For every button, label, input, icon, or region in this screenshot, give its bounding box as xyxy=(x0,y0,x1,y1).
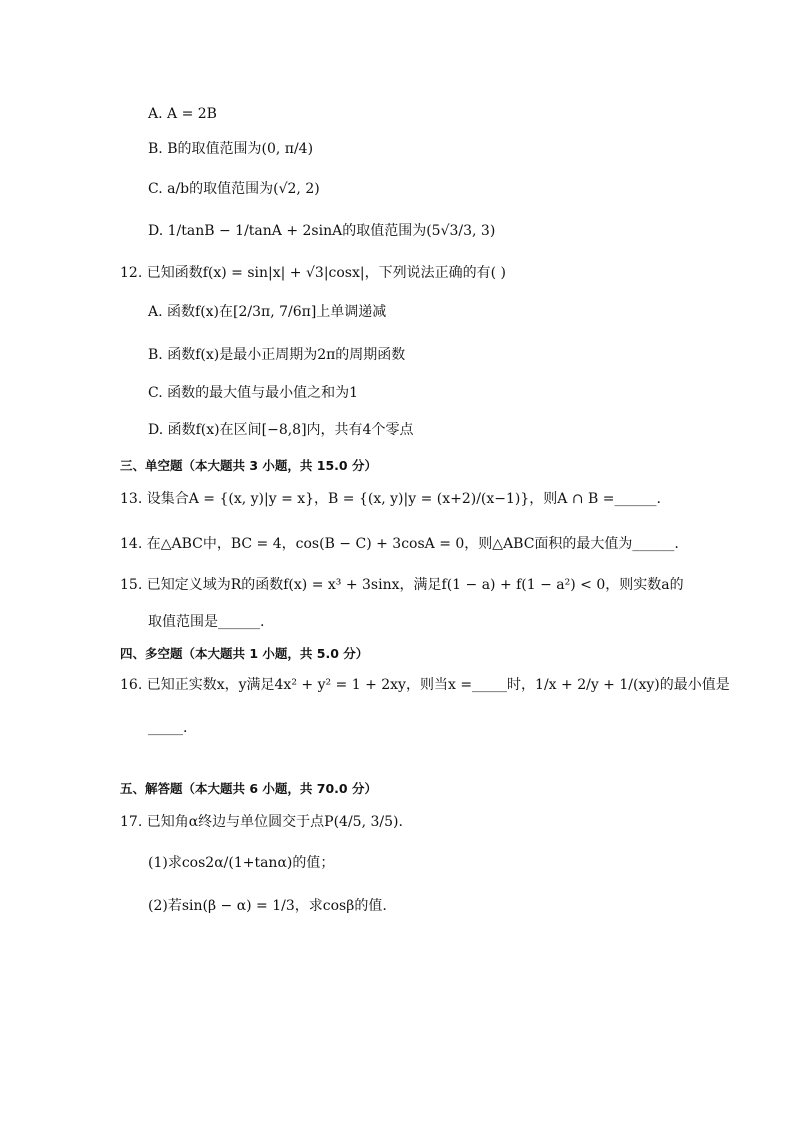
q12-option-b: B. 函数f(x)是最小正周期为2π的周期函数 xyxy=(148,347,406,363)
q11-option-a: A. A = 2B xyxy=(148,106,217,122)
question-17-part-1: (1)求cos2α/(1+tanα)的值； xyxy=(148,855,335,871)
question-13: 13. 设集合A = {(x, y)|y = x}，B = {(x, y)|y = (x+2)/(x−1)}，则A ∩ B =______. xyxy=(120,491,661,507)
question-17-part-2: (2)若sin(β − α) = 1/3，求cosβ的值. xyxy=(148,898,387,914)
question-14: 14. 在△ABC中，BC = 4，cos(B − C) + 3cosA = 0，则△ABC面积的最大值为______. xyxy=(120,536,679,552)
section-4-heading: 四、多空题（本大题共 1 小题，共 5.0 分） xyxy=(120,646,369,661)
question-15: 15. 已知定义域为R的函数f(x) = x³ + 3sinx，满足f(1 − a) + f(1 − a²) < 0，则实数a的 xyxy=(120,577,684,593)
question-17: 17. 已知角α终边与单位圆交于点P(4/5, 3/5). xyxy=(120,814,403,830)
section-5-heading: 五、解答题（本大题共 6 小题，共 70.0 分） xyxy=(120,781,377,796)
q11-option-c: C. a/b的取值范围为(√2, 2) xyxy=(148,181,320,197)
question-16-continued: _____. xyxy=(148,720,188,736)
section-3-heading: 三、单空题（本大题共 3 小题，共 15.0 分） xyxy=(120,458,377,473)
q12-option-d: D. 函数f(x)在区间[−8,8]内，共有4个零点 xyxy=(148,422,414,438)
q12-option-c: C. 函数的最大值与最小值之和为1 xyxy=(148,385,359,401)
question-16: 16. 已知正实数x，y满足4x² + y² = 1 + 2xy，则当x =_____时，1/x + 2/y + 1/(xy)的最小值是 xyxy=(120,677,730,693)
q11-option-d: D. 1/tanB − 1/tanA + 2sinA的取值范围为(5√3/3, 3) xyxy=(148,223,496,239)
question-12: 12. 已知函数f(x) = sin|x| + √3|cosx|，下列说法正确的有( ) xyxy=(120,265,506,281)
q12-option-a: A. 函数f(x)在[2/3π, 7/6π]上单调递减 xyxy=(148,304,387,320)
question-15-continued: 取值范围是______. xyxy=(148,614,265,630)
q11-option-b: B. B的取值范围为(0, π/4) xyxy=(148,141,314,157)
